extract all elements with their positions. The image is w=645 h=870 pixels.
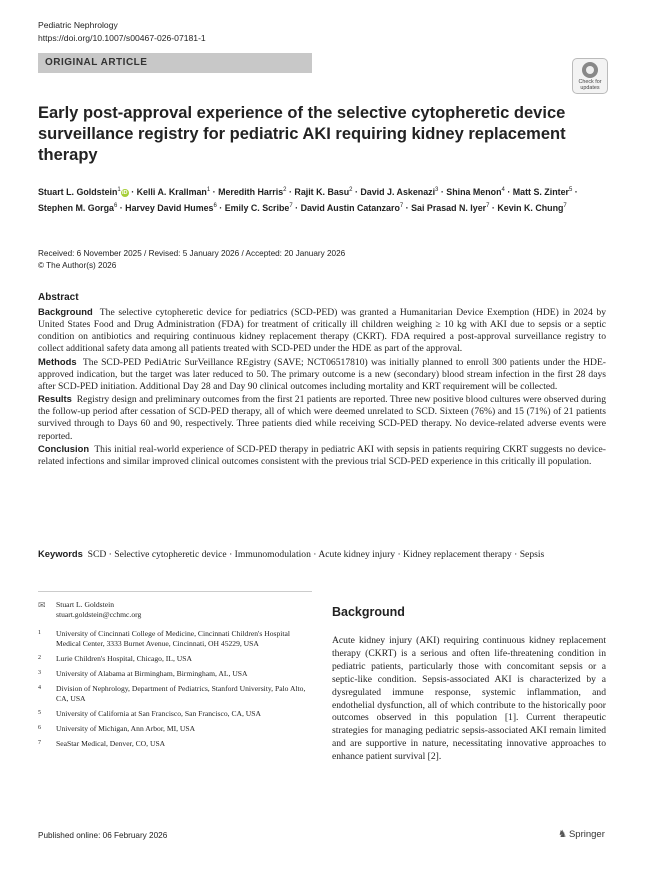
publisher-name: Springer xyxy=(568,829,605,840)
author-affiliation-number: 1 xyxy=(206,187,211,193)
author-affiliation-number: 4 xyxy=(501,187,505,193)
keywords-text: SCD · Selective cytopheretic device · Immunomodulation · Acute kidney injury · Kidney replacement therapy · Sepsis xyxy=(87,549,545,560)
affiliation-text: University of Michigan, Ann Arbor, MI, USA xyxy=(56,723,196,733)
affiliation-item xyxy=(38,684,308,705)
affiliation-text: University of California at San Francisco, San Francisco, CA, USA xyxy=(56,708,261,718)
author: Shina Menon xyxy=(446,186,502,197)
author-affiliation-number: 7 xyxy=(563,202,567,209)
correspondence-name: Stuart L. Goldstein xyxy=(56,600,115,609)
dates-line: Received: 6 November 2025 / Revised: 5 January 2026 / Accepted: 20 January 2026 xyxy=(38,249,346,258)
orcid-icon[interactable]: iD xyxy=(121,189,128,196)
author: Matt S. Zinter xyxy=(512,186,569,197)
affiliation-text: SeaStar Medical, Denver, CO, USA xyxy=(56,738,166,748)
affiliation-item xyxy=(38,654,308,664)
affiliation-number: 1 xyxy=(38,629,41,636)
author-affiliation-number: 2 xyxy=(283,187,287,193)
affiliations xyxy=(38,600,308,753)
check-for-updates-button[interactable] xyxy=(572,58,608,94)
correspondence xyxy=(38,600,308,621)
check-updates-label: Check for updates xyxy=(578,79,602,91)
author-list: Stuart L. Goldstein$^1$iD · Kelli A. Krallman$^1$ · Meredith Harris$^2$ · Rajit K. Basu$^2$ · David J. Askenazi$^3$ · Shina Menon$^4$ · Matt S. Zinter$^5$ · Stephen M. Gorga$^6$ · Harvey David Humes$^6$ · Emily C. Scribe$^7$ · David Austin Catanzaro$^7$ · Sai Prasad N. Iyer$^7$ · Kevin K. Chung$^7$ xyxy=(38,186,578,213)
affiliation-item xyxy=(38,709,308,719)
journal-header xyxy=(38,19,206,45)
author: David J. Askenazi xyxy=(360,186,436,197)
author: Stuart L. Goldstein xyxy=(38,186,118,197)
abstract-conclusion: Conclusion This initial real-world experience of SCD-PED therapy in pediatric AKI with sepsis in patients requiring CKRT suggests no device-related infections and similar improved clinical outcomes consistent with the previous trial SCD-PED experience in this critically ill population. xyxy=(38,442,607,467)
abstract-heading: Abstract xyxy=(38,292,79,303)
author-affiliation-number: 7 xyxy=(289,202,293,209)
author-affiliation-number: 5 xyxy=(568,187,573,193)
affiliation-number: 6 xyxy=(38,724,41,731)
check-updates-icon xyxy=(582,62,598,78)
publisher-logo xyxy=(558,829,605,840)
author-affiliation-number: 7 xyxy=(399,202,404,209)
author: Meredith Harris xyxy=(218,186,284,197)
author: Kevin K. Chung xyxy=(497,202,564,213)
copyright: © The Author(s) 2026 xyxy=(38,261,117,270)
affiliation-text: University of Alabama at Birmingham, Birmingham, AL, USA xyxy=(56,668,248,678)
affiliation-number: 4 xyxy=(38,684,41,691)
affiliation-number: 5 xyxy=(38,709,41,716)
affiliation-text: University of Cincinnati College of Medicine, Cincinnati Children's Hospital Medical Center, 3333 Burnet Avenue, Cincinnati, OH 45229, USA xyxy=(56,628,290,648)
envelope-icon: ✉ xyxy=(38,600,46,610)
affiliation-text: Lurie Children's Hospital, Chicago, IL, USA xyxy=(56,653,192,663)
author: Stephen M. Gorga xyxy=(38,202,114,213)
author-affiliation-number: 7 xyxy=(486,202,490,209)
keywords-label: Keywords xyxy=(38,548,83,559)
affiliation-item xyxy=(38,724,308,734)
author: Sai Prasad N. Iyer xyxy=(411,202,487,213)
background-paragraph: Acute kidney injury (AKI) requiring continuous kidney replacement therapy (CKRT) is a serious and often life-threatening condition in pediatric patients, particularly those with concomitant sepsis or a septic-like condition. Sepsis-associated AKI is characterized by a dysregulated immune response, systemic inflammation, and endothelial dysfunction, all of which contribute to the historically poor outcomes observed in this population [1]. Current therapeutic strategies for managing pediatric sepsis-associated AKI remain limited and are supportive in nature, necessitating innovative approaches to enhance patient survival [2]. xyxy=(332,635,606,763)
background-body xyxy=(332,635,606,764)
article-dates xyxy=(38,248,345,272)
author-affiliation-number: 3 xyxy=(435,187,439,193)
author: Kelli A. Krallman xyxy=(136,186,207,197)
abstract-background: Background The selective cytopheretic device for pediatrics (SCD-PED) was granted a Humanitarian Device Exemption (HDE) in 2024 by United States Food and Drug Administration (FDA) for treatment of critically ill children weighing ≥ 10 kg with AKI due to sepsis or a septic condition on antibiotics and requiring continuous kidney replacement therapy (CKRT). FDA required a post-approval surveillance registry to collect additional safety data among all patients treated with SCD-PED under the HDE as part of the approval. xyxy=(38,306,606,355)
author-affiliation-number: 1 xyxy=(117,187,121,193)
abstract-methods: Methods The SCD-PED PediAtric SurVeillance REgistry (SAVE; NCT06517810) was initially planned to enroll 300 patients under the HDE-approved indication, but the target was later reduced to 50. The primary outcome is a new (secondary) blood stream infection in the first 28 days after SCD-PED initiation. Additional Day 28 and Day 90 clinical outcomes including mortality and KRT requirement will be collected. xyxy=(38,355,606,392)
affiliation-item xyxy=(38,669,308,679)
author: Emily C. Scribe xyxy=(224,202,290,213)
author-affiliation-number: 6 xyxy=(213,202,217,209)
author-affiliation-number: 2 xyxy=(349,187,353,193)
affiliation-item xyxy=(38,739,308,749)
article-type-label: ORIGINAL ARTICLE xyxy=(45,57,148,68)
correspondence-email[interactable]: stuart.goldstein@cchmc.org xyxy=(56,610,142,620)
divider xyxy=(38,591,312,592)
affiliation-item xyxy=(38,629,308,650)
article-type-badge xyxy=(38,53,312,73)
author-affiliation-number: 6 xyxy=(113,202,118,209)
published-date: Published online: 06 February 2026 xyxy=(38,831,168,840)
affiliation-number: 2 xyxy=(38,654,41,661)
affiliation-number: 7 xyxy=(38,739,41,746)
springer-horse-icon: ♞ xyxy=(558,829,567,840)
doi-link[interactable]: https://doi.org/10.1007/s00467-026-07181-1 xyxy=(38,33,206,43)
abstract-body xyxy=(38,306,606,468)
author: David Austin Catanzaro xyxy=(300,202,400,213)
journal-name: Pediatric Nephrology xyxy=(38,20,118,30)
affiliation-number: 3 xyxy=(38,669,41,676)
keywords xyxy=(38,548,606,562)
background-heading: Background xyxy=(332,605,405,619)
abstract-results: Results Registry design and preliminary outcomes from the first 21 patients are reported. Three new positive blood cultures were observed during the follow-up period after cessation of SCD-PED therapy, all of which were deemed unrelated to SCD. Sixteen (76%) and 15 (71%) of 21 patients survived through to Days 60 and 90, respectively. Three patients died while receiving SCD-PED therapy. No device-related adverse events were reported. xyxy=(38,393,607,442)
affiliation-list xyxy=(38,629,308,749)
article-title: Early post-approval experience of the selective cytopheretic device surveillance registry for pediatric AKI requiring kidney replacement therapy xyxy=(38,104,566,164)
affiliation-text: Division of Nephrology, Department of Pediatrics, Stanford University, Palo Alto, CA, USA xyxy=(56,683,306,703)
author: Rajit K. Basu xyxy=(294,186,350,197)
author: Harvey David Humes xyxy=(125,202,214,213)
